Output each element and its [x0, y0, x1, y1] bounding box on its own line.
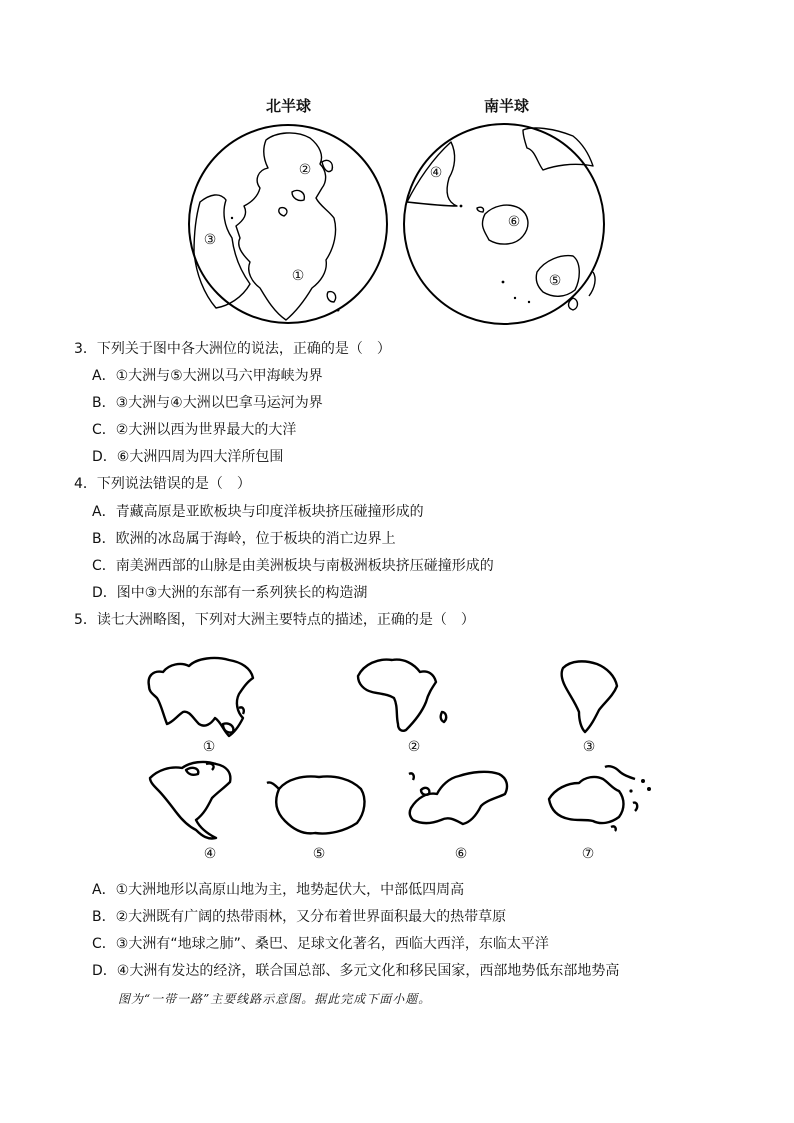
next-question-caption: 图为“一带一路”主要线路示意图。据此完成下面小题。: [118, 992, 432, 1006]
continent-sketch-3: [557, 658, 623, 736]
continent-label-5: ⑤: [312, 846, 326, 862]
continent-sketch-5: [259, 771, 369, 837]
question-3-stem: 3．下列关于图中各大洲位的说法，正确的是（ ）: [74, 341, 391, 357]
question-4-option-d: D．图中③大洲的东部有一系列狭长的构造湖: [92, 585, 368, 601]
continent-sketch-6: [401, 766, 513, 830]
south-hemisphere-title: 南半球: [484, 97, 530, 115]
north-label-1: ①: [291, 268, 305, 284]
continent-sketch-4: [146, 758, 242, 844]
question-4-stem: 4．下列说法错误的是（ ）: [74, 476, 251, 492]
continent-label-1: ①: [202, 739, 216, 755]
continent-sketch-1: [143, 652, 255, 740]
continent-label-4: ④: [203, 846, 217, 862]
south-label-5: ⑤: [548, 273, 562, 289]
question-3-option-d: D．⑥大洲四周为四大洋所包围: [92, 449, 284, 465]
north-hemisphere-map: [188, 122, 388, 327]
continent-label-6: ⑥: [454, 846, 468, 862]
south-label-4: ④: [429, 165, 443, 181]
question-5-stem: 5．读七大洲略图，下列对大洲主要特点的描述，正确的是（ ）: [74, 612, 475, 628]
question-3-option-a: A．①大洲与⑤大洲以马六甲海峡为界: [92, 368, 323, 384]
question-4-option-c: C．南美洲西部的山脉是由美洲板块与南极洲板块挤压碰撞形成的: [92, 558, 494, 574]
continent-label-7: ⑦: [581, 846, 595, 862]
continent-sketch-2: [354, 656, 454, 736]
south-label-6: ⑥: [507, 214, 521, 230]
continent-sketch-7: [545, 763, 655, 831]
continent-label-2: ②: [407, 739, 421, 755]
north-label-3: ③: [203, 232, 217, 248]
question-4-option-a: A．青藏高原是亚欧板块与印度洋板块挤压碰撞形成的: [92, 504, 424, 520]
continent-label-3: ③: [582, 739, 596, 755]
question-3-option-b: B．③大洲与④大洲以巴拿马运河为界: [92, 395, 323, 411]
question-5-option-c: C．③大洲有“地球之肺”、桑巴、足球文化著名，西临大西洋，东临太平洋: [92, 936, 549, 952]
north-label-2: ②: [298, 162, 312, 178]
question-3-option-c: C．②大洲以西为世界最大的大洋: [92, 422, 297, 438]
north-hemisphere-title: 北半球: [266, 97, 312, 115]
question-5-option-d: D．④大洲有发达的经济，联合国总部、多元文化和移民国家，西部地势低东部地势高: [92, 963, 620, 979]
question-5-option-b: B．②大洲既有广阔的热带雨林，又分布着世界面积最大的热带草原: [92, 909, 507, 925]
question-4-option-b: B．欧洲的冰岛属于海岭，位于板块的消亡边界上: [92, 531, 396, 547]
question-5-option-a: A．①大洲地形以高原山地为主，地势起伏大，中部低四周高: [92, 882, 465, 898]
